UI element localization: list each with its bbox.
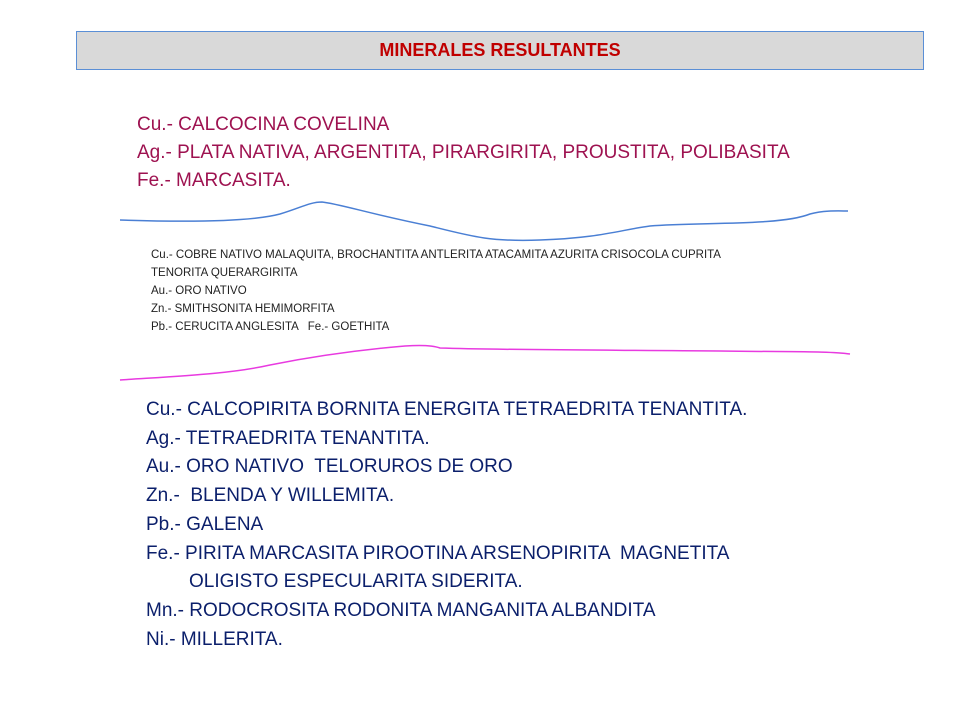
mineral-line-ag: Ag.- PLATA NATIVA, ARGENTITA, PIRARGIRITA, PROUSTITA, POLIBASITA [137,142,790,163]
mineral-line-cu: Cu.- CALCOPIRITA BORNITA ENERGITA TETRAEDRITA TENANTITA. [146,399,748,420]
mineral-line-fe-cont: OLIGISTO ESPECULARITA SIDERITA. [189,571,523,593]
oxidized-zone-list [151,246,721,336]
primary-zone-list [146,396,747,654]
mineral-line-cu: Cu.- COBRE NATIVO MALAQUITA, BROCHANTITA ANTLERITA ATACAMITA AZURITA CRISOCOLA CUPRITA [151,249,721,261]
mineral-line-ag: Ag.- TETRAEDRITA TENANTITA. [146,427,430,449]
water-table-line [120,202,848,240]
oxidation-boundary-line [120,345,850,380]
mineral-line-mn: Mn.- RODOCROSITA RODONITA MANGANITA ALBANDITA [146,599,656,621]
mineral-line-zn: Zn.- BLENDA Y WILLEMITA. [146,485,395,507]
mineral-line-ni: Ni.- MILLERITA. [146,628,283,650]
mineral-line-au: Au.- ORO NATIVO [151,285,247,297]
mineral-line-pb-fe: Pb.- CERUCITA ANGLESITA Fe.- GOETHITA [151,321,390,333]
mineral-line-cu-cont: TENORITA QUERARGIRITA [151,267,298,279]
mineral-line-pb: Pb.- GALENA [146,513,264,535]
page-title: MINERALES RESULTANTES [379,40,621,60]
mineral-line-fe: Fe.- PIRITA MARCASITA PIROOTINA ARSENOPIRITA MAGNETITA [146,542,730,564]
mineral-line-au: Au.- ORO NATIVO TELORUROS DE ORO [146,456,513,478]
mineral-line-fe: Fe.- MARCASITA. [137,170,291,191]
mineral-line-cu: Cu.- CALCOCINA COVELINA [137,114,390,135]
mineral-line-zn: Zn.- SMITHSONITA HEMIMORFITA [151,303,335,315]
